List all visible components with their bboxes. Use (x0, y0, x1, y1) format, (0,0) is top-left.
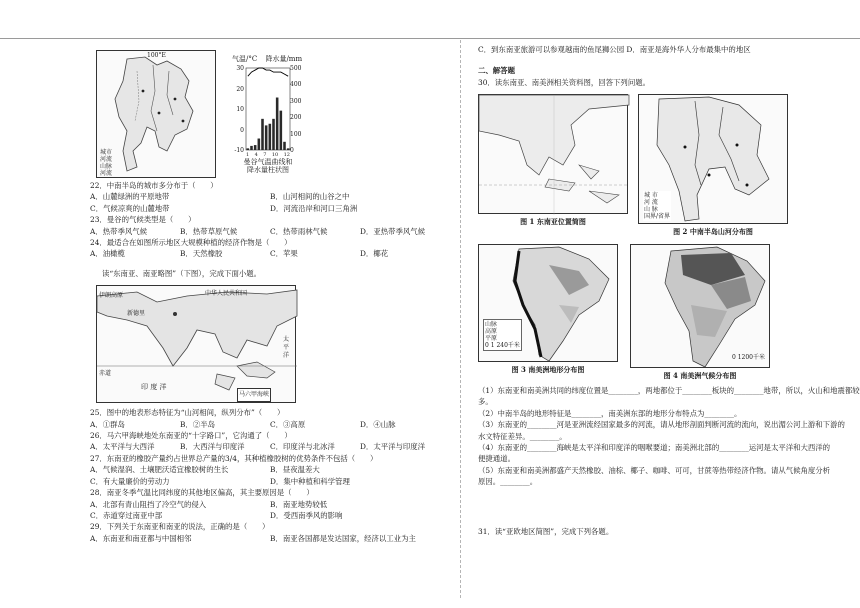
indochina-outline (97, 51, 217, 179)
legend-item: 山脉 (100, 163, 113, 170)
rain-tick: 200 (290, 114, 302, 122)
temperature-line (248, 68, 288, 76)
sub-line: （4）东南亚的________海峡是太平洋和印度洋的咽喉要道；南美洲北部的________运河是太平洋和大西洋的 (478, 443, 831, 453)
south-asia-map (96, 285, 296, 403)
fig1-caption: 图 1 东南亚位置简图 (520, 217, 586, 227)
q27-options-2 (90, 476, 450, 487)
option[interactable]: D．亚热带季风气候 (360, 226, 426, 236)
sa-climate-outline (631, 245, 771, 369)
se-asia-outline (479, 95, 629, 215)
sub-line: （3）东南亚的________河是亚洲流经国家最多的河流，请从地形剖面判断河流的流向，说出湄公河上游和下游的 (478, 420, 845, 430)
temp-tick: 0 (240, 126, 244, 134)
temp-tick: 30 (236, 65, 244, 72)
option[interactable]: B．②半岛 (180, 419, 215, 429)
question-23: 23．曼谷的气候类型是（ ） (90, 215, 196, 225)
column-divider (460, 40, 461, 598)
q28-options (90, 499, 450, 510)
option[interactable]: C．苹果 (270, 249, 298, 259)
scale-bar: 0 1 240千米 (485, 341, 520, 349)
option[interactable]: A．气候湿润、土壤肥沃适宜橡胶树的生长 (90, 465, 229, 475)
sub-line: 原因。________。 (478, 477, 538, 487)
option[interactable]: A．油橄榄 (90, 249, 125, 259)
rain-bar (269, 124, 272, 150)
q29-options (90, 533, 450, 544)
option[interactable]: A．北部有青山阻挡了冷空气的侵入 (90, 499, 207, 509)
question-31: 31．读“亚欧地区简图”，完成下列各题。 (478, 526, 614, 536)
right-column (478, 44, 860, 537)
fig3-caption: 图 3 南美洲地形分布图 (511, 364, 585, 374)
question-25: 25．图中的地表形态特征为“山河相间，纵列分布”（ ） (90, 408, 285, 418)
option[interactable]: B．南亚地势较低 (270, 499, 328, 509)
sub-line: 多。 (478, 397, 493, 407)
option[interactable]: B．山河相间的山谷之中 (270, 192, 350, 202)
legend-item: 城 市 (644, 192, 658, 200)
sub-line: （1）东南亚和南美洲共同的纬度位置是________，两地都位于________板块的________地带，所以，火山和地震都较 (478, 386, 860, 396)
climate-caption-1: 曼谷气温曲线和 (243, 158, 293, 166)
legend-item: 高原 (485, 327, 498, 335)
option[interactable]: A．东南亚和南亚都与中国相邻 (90, 533, 192, 543)
rain-bar (265, 125, 268, 150)
option[interactable]: C．赤道穿过南亚中部 (90, 510, 163, 520)
question-26: 26．马六甲海峡地处东南亚的“十字路口”，它沟通了（ ） (90, 431, 292, 441)
q28-options-2 (90, 510, 450, 521)
rain-bar (261, 119, 264, 150)
south-asia-outline (97, 286, 297, 404)
temp-tick: 20 (236, 85, 244, 93)
month-tick: 12 (283, 152, 290, 158)
rain-tick: 100 (290, 130, 302, 138)
question-29: 29．下列关于东南亚和南亚的说法，正确的是（ ） (90, 522, 270, 532)
legend-item: 平原 (485, 334, 498, 342)
month-tick: 7 (263, 152, 267, 158)
indochina-rivers-map (638, 94, 788, 224)
temp-tick: 10 (236, 106, 244, 113)
option[interactable]: A．山麓绿洲的平原地带 (90, 192, 170, 202)
question-30: 30．读东南亚、南美洲相关资料图，回答下列问题。 (478, 77, 651, 87)
map1-legend (100, 149, 112, 177)
option[interactable]: B．南亚各国都是发达国家，经济以工业为主 (270, 533, 416, 543)
fig2-caption: 图 2 中南半岛山河分布图 (673, 227, 753, 237)
q24-options (90, 248, 450, 259)
option[interactable]: D．受西南季风的影响 (270, 510, 343, 520)
sub-line: （5）东南亚和南美洲都盛产天然橡胶、油棕、椰子、咖啡、可可，甘蔗等热带经济作物。请从气候角度分析 (478, 465, 831, 475)
month-tick: 4 (254, 152, 258, 158)
option[interactable]: B．天然橡胶 (180, 249, 223, 259)
legend-item: 城市 (100, 149, 113, 156)
label-malacca: 马六甲海峡 (237, 388, 271, 401)
plot-frame (246, 68, 290, 150)
rain-bar (276, 98, 279, 150)
fig4-caption: 图 4 南美洲气候分布图 (663, 370, 737, 380)
label-pacific: 太平洋 (283, 336, 290, 360)
sa-terrain-map (478, 244, 618, 362)
fig4-scale: 0 1200千米 (732, 354, 765, 362)
indochina-map (96, 50, 216, 178)
climate-caption-2: 降水量柱状图 (247, 166, 289, 174)
legend-item: 河 流 (644, 199, 658, 207)
rain-bar (272, 119, 275, 150)
legend-item: 河流 (100, 170, 113, 177)
option[interactable]: D．④山脉 (360, 419, 396, 429)
rain-tick: 500 (290, 65, 302, 72)
option[interactable]: D．椰花 (360, 249, 389, 259)
temp-tick: -10 (234, 147, 244, 154)
label-equator: 赤道 (99, 370, 112, 378)
temp-axis-label: 气温/°C (232, 55, 258, 63)
option[interactable]: C．③高原 (270, 419, 306, 429)
sub-line: 水文特征差异。________。 (478, 431, 567, 441)
q29-continued: C．到东南亚旅游可以参观越南的鱼尾狮公园 D．南亚是海外华人分布最集中的地区 (478, 45, 751, 54)
legend-item: 山脉 (485, 320, 498, 328)
sub-line: （2）中南半岛的地形特征是________，南美洲东部的地形分布特点为________。 (478, 408, 742, 418)
label-delhi: 新德里 (127, 310, 146, 318)
option[interactable]: D．太平洋与印度洋 (360, 442, 426, 452)
q25-options (90, 419, 450, 430)
option[interactable]: C．印度洋与北冰洋 (270, 442, 335, 452)
rain-tick: 0 (290, 147, 294, 154)
rain-bar (283, 142, 286, 150)
fig2-legend (643, 191, 671, 221)
sa-climate-map (630, 244, 770, 368)
option[interactable]: B．昼夜温差大 (270, 465, 320, 475)
rain-tick: 300 (290, 97, 302, 105)
q23-options (90, 226, 450, 237)
label-indian-ocean: 印 度 洋 (141, 383, 167, 392)
option[interactable]: B．大西洋与印度洋 (180, 442, 245, 452)
option[interactable]: A．太平洋与大西洋 (90, 442, 155, 452)
option[interactable]: D．集中种植和科学管理 (270, 476, 350, 486)
se-asia-map (478, 94, 628, 214)
option[interactable]: A．①群岛 (90, 419, 125, 429)
q26-options (90, 441, 450, 452)
month-tick: 10 (271, 152, 279, 158)
rain-tick: 400 (290, 81, 302, 89)
q22-options-2 (90, 203, 450, 214)
longitude-label: 100°E (147, 52, 166, 59)
climate-plot (246, 68, 290, 150)
q30-subquestions (478, 385, 860, 488)
rain-bar (258, 139, 261, 150)
option[interactable]: B．热带草原气候 (180, 226, 238, 236)
fig3-legend (483, 319, 522, 351)
legend-item: 国界/省界 (644, 213, 671, 221)
left-column (90, 44, 450, 544)
option[interactable]: C．热带雨林气候 (270, 226, 328, 236)
rain-axis-label: 降水量/mm (265, 55, 303, 63)
month-tick: 1 (246, 152, 250, 158)
question-24: 24．最适合在如图所示地区大规模种植的经济作物是（ ） (90, 238, 292, 248)
sub-line: 便捷通道。 (478, 454, 515, 464)
rain-bar (280, 111, 283, 150)
option[interactable]: C．有大量廉价的劳动力 (90, 476, 170, 486)
option[interactable]: C．气候凉爽的山麓地带 (90, 203, 170, 213)
option[interactable]: D．河流沿岸和河口三角洲 (270, 203, 358, 213)
climate-chart (232, 44, 322, 180)
label-iran: 伊朗高原 (99, 292, 124, 300)
question-22: 22．中南半岛的城市多分布于（ ） (90, 181, 218, 190)
question-28: 28．南亚冬季气温比同纬度的其他地区偏高，其主要原因是（ ） (90, 488, 314, 498)
q27-options (90, 464, 450, 475)
q22-options (90, 191, 450, 202)
label-china: 中华人民共和国 (205, 290, 248, 298)
legend-item: 山 脉 (644, 206, 658, 214)
intro-2: 读“东南亚、南亚略图”（下图），完成下面小题。 (102, 268, 262, 278)
question-27: 27．东南亚的橡胶产量约占世界总产量的3/4，其种植橡胶树的优势条件不包括（ ） (90, 453, 378, 463)
legend-item: 河流 (100, 156, 113, 163)
option[interactable]: A．热带季风气候 (90, 226, 148, 236)
header-rule (0, 38, 860, 39)
section-title: 二、解答题 (478, 66, 515, 76)
